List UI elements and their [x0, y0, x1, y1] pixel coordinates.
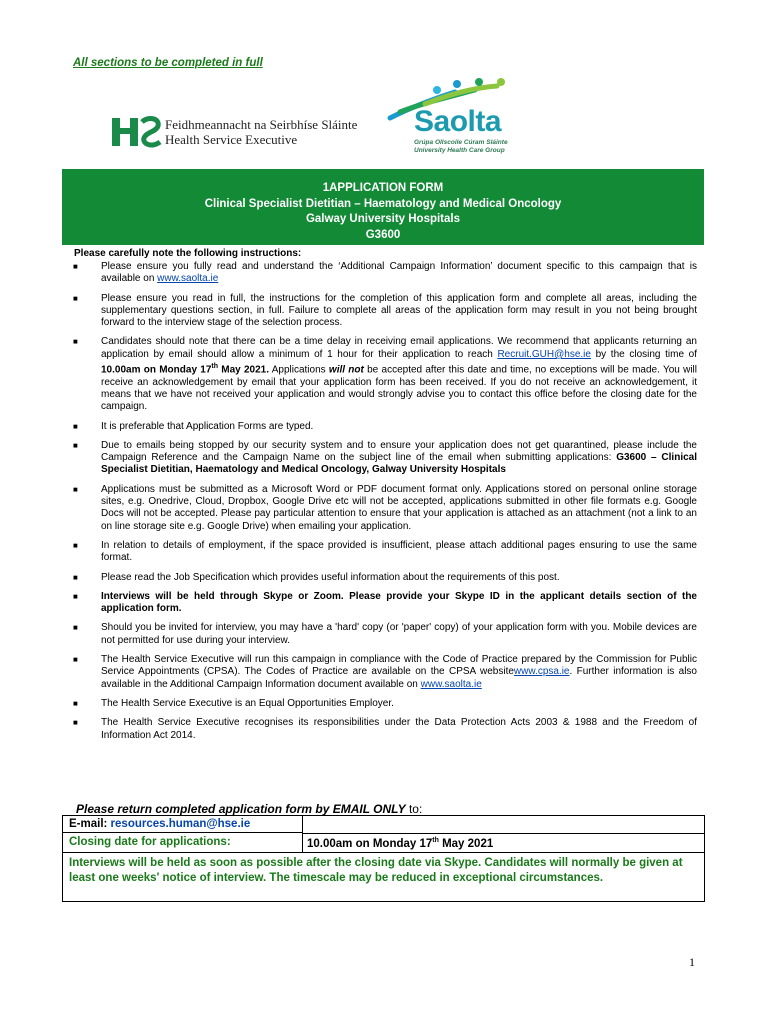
bullet-icon: ■ [73, 698, 78, 708]
bullet-icon: ■ [73, 293, 78, 303]
saolta-name: Saolta [414, 105, 502, 138]
email-row: E-mail: resources.human@hse.ie [63, 816, 303, 833]
hospital-name: Galway University Hospitals [305, 213, 461, 225]
bullet-icon: ■ [73, 718, 78, 728]
bullet-icon: ■ [73, 440, 78, 450]
divider [63, 852, 704, 853]
hse-irish: Feidhmeannacht na Seirbhíse Sláinte [165, 117, 358, 132]
bullet-icon: ■ [73, 337, 78, 347]
submission-box [62, 815, 705, 902]
saolta-link-2[interactable]: www.saolta.ie [420, 678, 482, 690]
list-item: ■ The Health Service Executive is an Equal Opportunities Employer. [73, 697, 394, 709]
list-item: ■ Please ensure you fully read and understand the ‘Additional Campaign Information’ document specific to this campaign that is available on www.saolta.ie [73, 261, 697, 285]
bullet-icon: ■ [73, 262, 78, 271]
closing-date-value: 10.00am on Monday 17th May 2021 [303, 833, 704, 852]
saolta-subtitle [414, 139, 508, 155]
bullet-icon: ■ [73, 572, 78, 582]
instructions-heading: Please carefully note the following instructions: [74, 248, 302, 259]
list-item: ■ It is preferable that Application Forms are typed. [73, 420, 314, 432]
bullet-icon: ■ [73, 623, 78, 633]
bullet-icon: ■ [73, 655, 78, 665]
list-item: ■ Please read the Job Specification which provides useful information about the requirements of this post. [73, 571, 560, 583]
bullet-icon: ■ [73, 540, 78, 550]
list-item: ■ Candidates should note that there can be a time delay in receiving email applications. We recommend that applicants returning an application by email should allow a minimum of 1 hour for their application to reach Recruit.GUH@hse.ie by the closing time of 10.00am on Monday 17th May 2021. Applications will not be accepted after this date and time, no exceptions will be made. You will receive an acknowledgement by email that your application form has been received. If you do not receive an acknowledgement, it means that we have not received your application and would strongly advise you to contact this office before the closing date for the campaign. [73, 336, 697, 413]
saolta-sub-irish: Grúpa Ollscoile Cúram Sláinte [414, 139, 508, 146]
closing-date-label: Closing date for applications: [63, 833, 303, 852]
list-item: ■ Due to emails being stopped by our security system and to ensure your application does not get quarantined, please include the Campaign Reference and the Campaign Name on the subject line of the email when submitting applications: G3600 – Clinical Specialist Dietitian, Haematology and Medical Oncology, Galway University Hospitals [73, 439, 697, 476]
post-title: Clinical Specialist Dietitian – Haematology and Medical Oncology [204, 197, 562, 210]
top-note: All sections to be completed in full [73, 57, 263, 69]
list-item: ■ Applications must be submitted as a Microsoft Word or PDF document format only. Applications stored on personal online storage sites, e.g. Onedrive, Cloud, Dropbox, Google Drive etc will not be accepted, applications submitted in other file formats e.g. Google Docs will not be accepted. Please pay particular attention to ensure that your application is attached as an attachment (not a link to an on line storage site e.g. Google Drive) when emailing your application. [73, 483, 697, 532]
bullet-icon: ■ [73, 591, 78, 601]
title-banner [62, 169, 704, 245]
hse-english: Health Service Executive [165, 132, 298, 147]
page-number: 1 [689, 955, 695, 969]
list-item: ■ Should you be invited for interview, you may have a 'hard' copy (or 'paper' copy) of your application form with you. Mobile devices are not permitted for use during your interview. [73, 622, 697, 646]
return-instruction: Please return completed application form by EMAIL ONLY to: [76, 802, 423, 816]
campaign-code: G3600 [365, 228, 401, 241]
hse-wordmark [165, 117, 357, 147]
bullet-icon: ■ [73, 421, 78, 431]
cpsa-link[interactable]: www.cpsa.ie [513, 666, 570, 678]
list-item: ■ Please ensure you read in full, the instructions for the completion of this application form and complete all areas, including the supplementary questions section, in full. Failure to complete all areas of the application form may result in you not being brought forward to the interview stage of the selection process. [73, 292, 697, 329]
list-item: ■ Interviews will be held through Skype or Zoom. Please provide your Skype ID in the applicant details section of the application form. [73, 590, 697, 615]
list-item: ■ In relation to details of employment, if the space provided is insufficient, please attach additional pages ensuring to use the same format. [73, 539, 697, 564]
list-item: ■ The Health Service Executive recognises its responsibilities under the Data Protection Acts 2003 & 1988 and the Freedom of Information Act 2014. [73, 717, 697, 741]
saolta-sub-english: University Health Care Group [414, 147, 505, 154]
form-title: 1APPLICATION FORM [322, 182, 444, 194]
instructions-list [63, 261, 697, 749]
interview-notice: Interviews will be held as soon as possible after the closing date via Skype. Candidates will normally be given at least one weeks' notice of interview. The timescale may be reduced in exceptional circumstances. [69, 857, 683, 884]
recruit-email-link[interactable]: Recruit.GUH@hse.ie [497, 348, 591, 360]
list-item: ■ The Health Service Executive will run this campaign in compliance with the Code of Practice prepared by the Commission for Public Service Appointments (CPSA). The Codes of Practice are available on the CPSA websitewww.cpsa.ie. Further information is also available in the Additional Campaign Information document available on www.saolta.ie [73, 654, 697, 690]
bullet-icon: ■ [73, 484, 78, 494]
hr-email-link[interactable]: resources.human@hse.ie [110, 818, 251, 830]
saolta-link[interactable]: www.saolta.ie [157, 273, 219, 285]
